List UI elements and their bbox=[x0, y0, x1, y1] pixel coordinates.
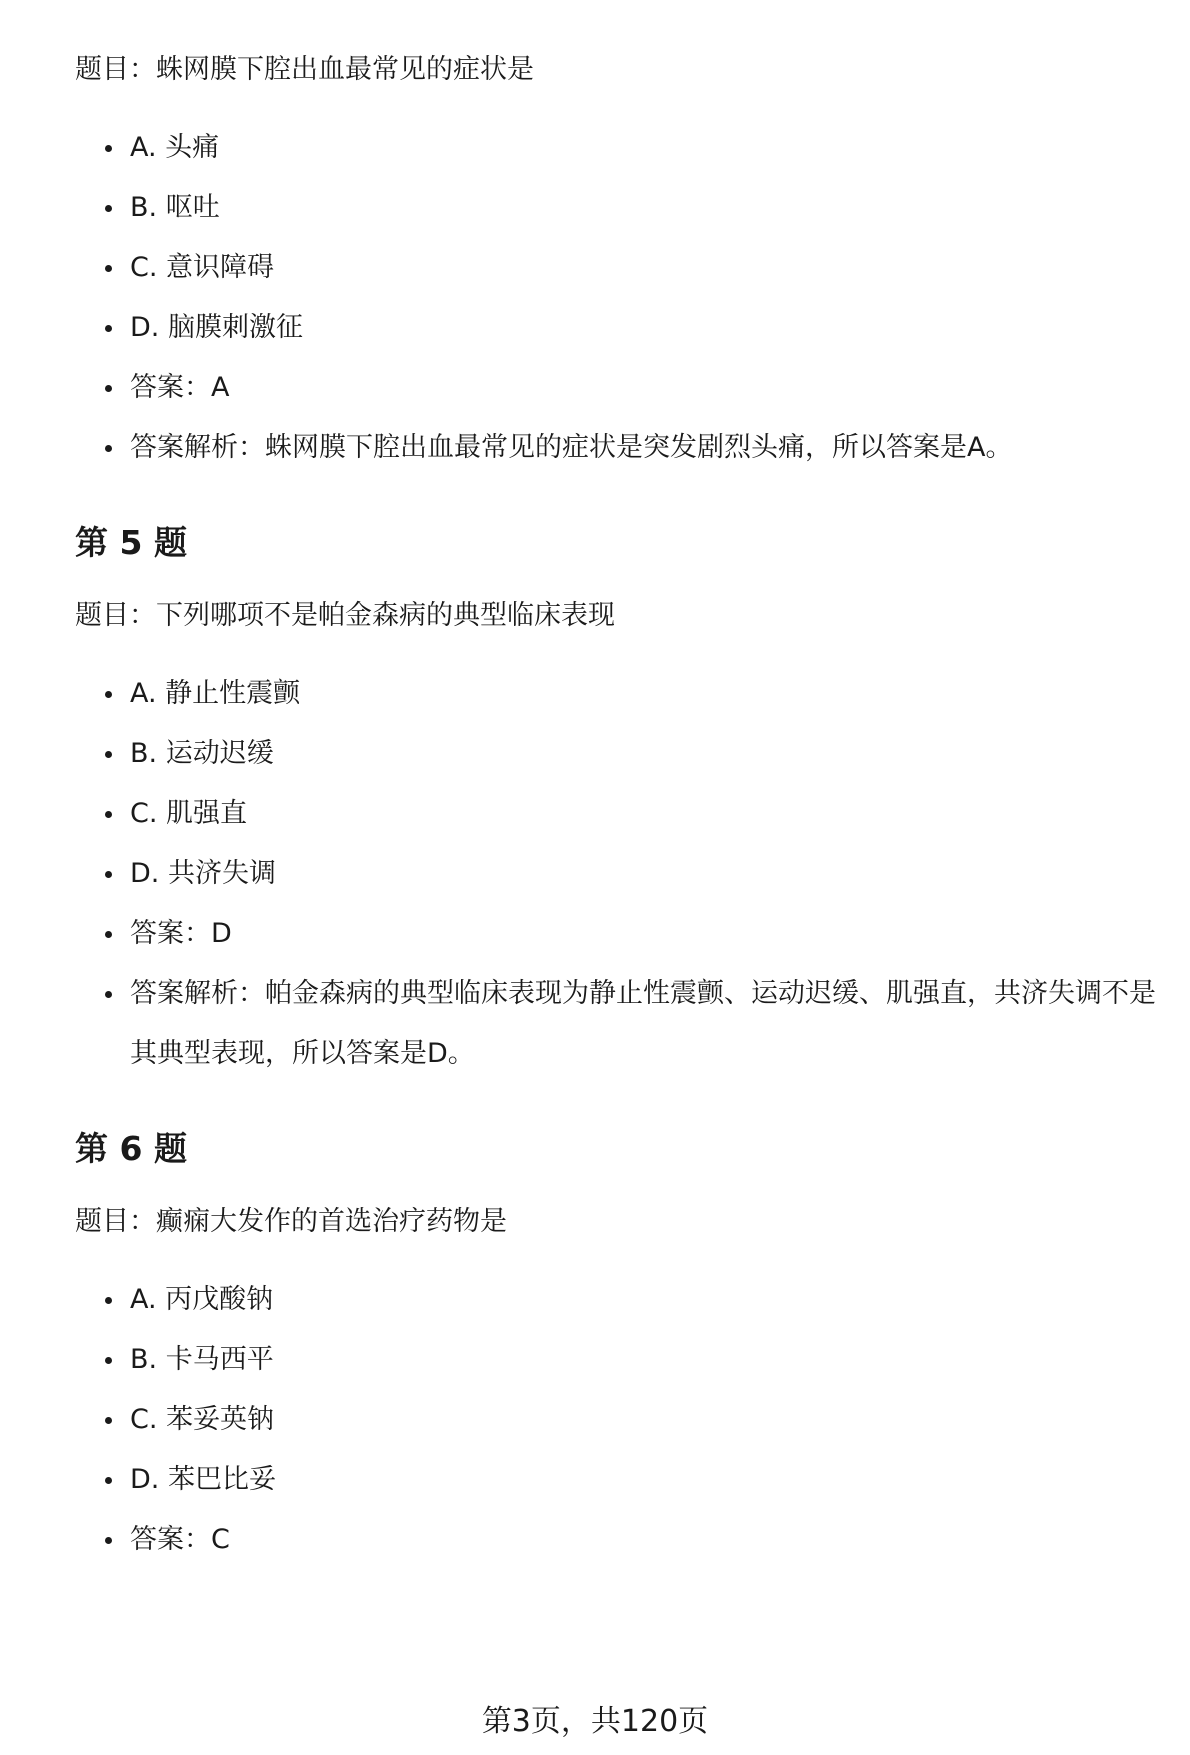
question-5-text: 题目：下列哪项不是帕金森病的典型临床表现 bbox=[75, 600, 615, 631]
question-4-option-d: D. 脑膜刺激征 bbox=[75, 298, 1165, 358]
question-4-option-c: C. 意识障碍 bbox=[75, 238, 1165, 298]
question-6-option-d: D. 苯巴比妥 bbox=[75, 1450, 1165, 1510]
question-6-option-a: A. 丙戊酸钠 bbox=[75, 1270, 1165, 1330]
question-6-list bbox=[75, 1270, 1165, 1570]
question-4-answer: 答案：A bbox=[75, 358, 1165, 418]
question-6-title: 第 6 题 bbox=[75, 1129, 187, 1168]
question-4-explanation: 答案解析：蛛网膜下腔出血最常见的症状是突发剧烈头痛，所以答案是A。 bbox=[75, 418, 1165, 478]
question-5-option-a: A. 静止性震颤 bbox=[75, 664, 1165, 724]
question-4-option-b: B. 呕吐 bbox=[75, 178, 1165, 238]
question-5-title: 第 5 题 bbox=[75, 523, 187, 562]
page-indicator: 第3页，共120页 bbox=[481, 1704, 709, 1739]
question-6-text: 题目：癫痫大发作的首选治疗药物是 bbox=[75, 1206, 507, 1237]
question-5-option-b: B. 运动迟缓 bbox=[75, 724, 1165, 784]
question-4-text: 题目：蛛网膜下腔出血最常见的症状是 bbox=[75, 54, 534, 85]
question-4-list bbox=[75, 118, 1165, 478]
question-6-option-b: B. 卡马西平 bbox=[75, 1330, 1165, 1390]
question-5-answer: 答案：D bbox=[75, 904, 1165, 964]
question-5-option-c: C. 肌强直 bbox=[75, 784, 1165, 844]
question-4-option-a: A. 头痛 bbox=[75, 118, 1165, 178]
question-6-option-c: C. 苯妥英钠 bbox=[75, 1390, 1165, 1450]
question-5-list bbox=[75, 664, 1165, 1084]
question-5-option-d: D. 共济失调 bbox=[75, 844, 1165, 904]
question-5-explanation: 答案解析：帕金森病的典型临床表现为静止性震颤、运动迟缓、肌强直，共济失调不是其典型表现，所以答案是D。 bbox=[75, 964, 1165, 1084]
document-page bbox=[75, 50, 1165, 1570]
question-6-answer: 答案：C bbox=[75, 1510, 1165, 1570]
